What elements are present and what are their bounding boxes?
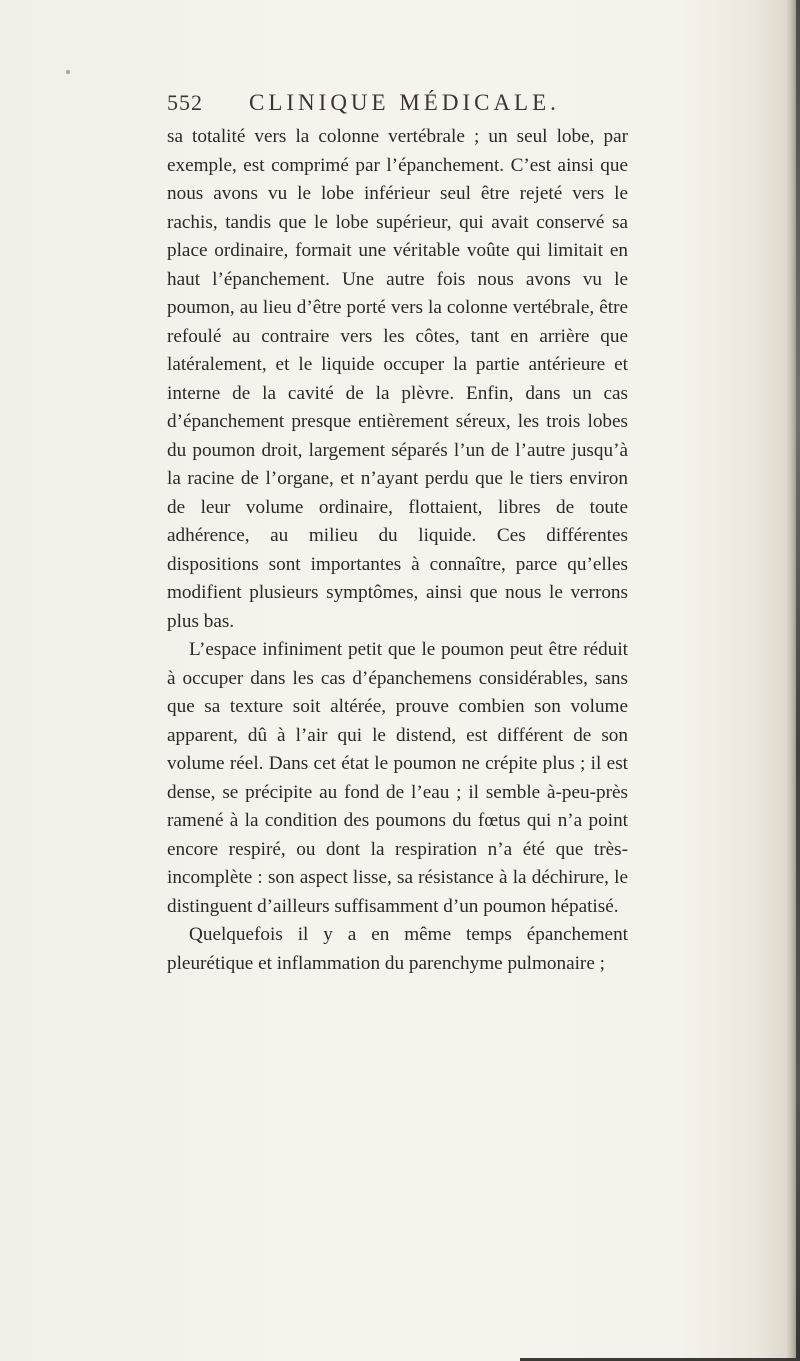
body-text — [167, 123, 628, 978]
paragraph-continued: sa totalité vers la colonne vertébrale ; un seul lobe, par exemple, est comprimé par l’épanchement. C’est ainsi que nous avons vu le lobe inférieur seul être rejeté vers le rachis, tandis que le lobe supérieur, qui avait conservé sa place ordinaire, formait une véritable voûte qui limitait en haut l’épanchement. Une autre fois nous avons vu le poumon, au lieu d’être porté vers la colonne vertébrale, être refoulé au contraire vers les côtes, tant en arrière que latéralement, et le liquide occuper la partie antérieure et interne de la cavité de la plèvre. Enfin, dans un cas d’épanchement presque entièrement séreux, les trois lobes du poumon droit, largement séparés l’un de l’autre jusqu’à la racine de l’organe, et n’ayant perdu que le tiers environ de leur volume ordinaire, flottaient, libres de toute adhérence, au milieu du liquide. Ces différentes dispositions sont importantes à connaître, parce qu’elles modifient plusieurs symptômes, ainsi que nous le verrons plus bas. — [167, 126, 628, 632]
page-number: 552 — [167, 90, 203, 115]
paragraph: L’espace infiniment petit que le poumon peut être réduit à occuper dans les cas d’épanchemens considérables, sans que sa texture soit altérée, prouve combien son volume apparent, dû à l’air qui le distend, est différent de son volume réel. Dans cet état le poumon ne crépite plus ; il est dense, se précipite au fond de l’eau ; il semble à-peu-près ramené à la condition des poumons du fœtus qui n’a point encore respiré, ou dont la respiration n’a été que très-incomplète : son aspect lisse, sa résistance à la déchirure, le distinguent d’ailleurs suffisamment d’un poumon hépatisé. — [167, 639, 628, 917]
page-edge — [796, 0, 800, 1361]
page-header — [167, 88, 637, 118]
paper-speck — [66, 70, 70, 74]
running-head: CLINIQUE MÉDICALE. — [249, 90, 560, 115]
paragraph: Quelquefois il y a en même temps épanchement pleurétique et inflammation du parenchyme pulmonaire ; — [167, 924, 628, 974]
